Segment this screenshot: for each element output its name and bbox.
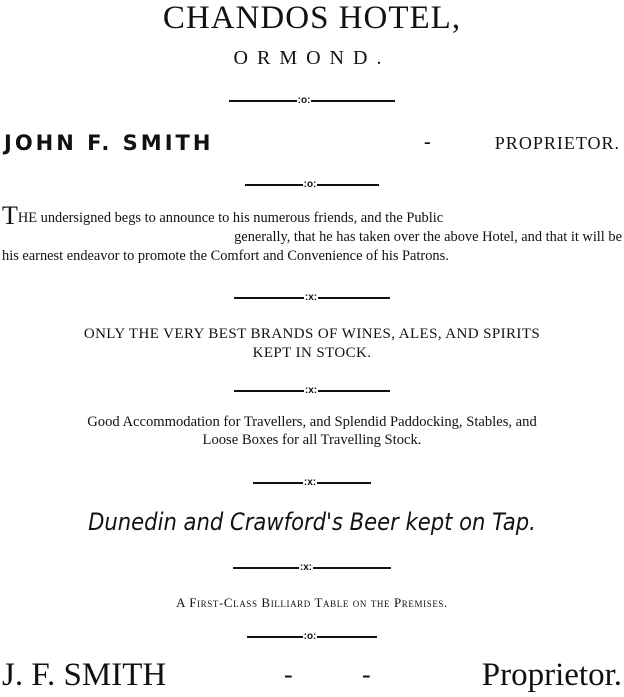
divider: :x: [0,386,624,396]
signature-name: J. F. SMITH [2,657,167,693]
proprietor-name: JOHN F. SMITH [4,131,214,155]
hotel-name: CHANDOS HOTEL, [162,0,462,36]
proprietor-heading [4,131,620,159]
announcement-line-2: generally, that he has taken over the above Hotel, and that it will be [234,229,622,245]
proprietor-role: PROPRIETOR. [494,133,620,153]
signature-dash: - [362,660,371,689]
drop-cap: T [2,201,18,230]
proprietor-dash: - [424,131,431,153]
signature-role: Proprietor. [481,657,622,693]
brands-line-1: ONLY THE VERY BEST BRANDS OF WINES, ALES, AND SPIRITS [83,326,541,342]
billiard-notice: A First-Class Billiard Table on the Premises. [176,595,448,610]
announcement-paragraph [2,201,622,266]
beer-notice: Dunedin and Crawford's Beer kept on Tap. [88,508,536,536]
announcement-line-3: his earnest endeavor to promote the Comfort and Convenience of his Patrons. [2,248,449,264]
hotel-town: ORMOND. [233,47,391,69]
divider: :o: [0,180,624,190]
signature-row [2,656,622,696]
divider: :x: [0,563,624,573]
brands-line-2: KEPT IN STOCK. [252,345,372,361]
divider: :x: [0,478,624,488]
announcement-line-1: HE undersigned begs to announce to his numerous friends, and the Public [17,210,444,226]
accommodation-line-1: Good Accommodation for Travellers, and Splendid Paddocking, Stables, and [87,414,537,430]
signature-dash: - [284,660,293,689]
divider: :x: [0,293,624,303]
accommodation-line-2: Loose Boxes for all Travelling Stock. [202,432,422,448]
divider: :o: [0,96,624,106]
divider: :o: [0,632,624,642]
